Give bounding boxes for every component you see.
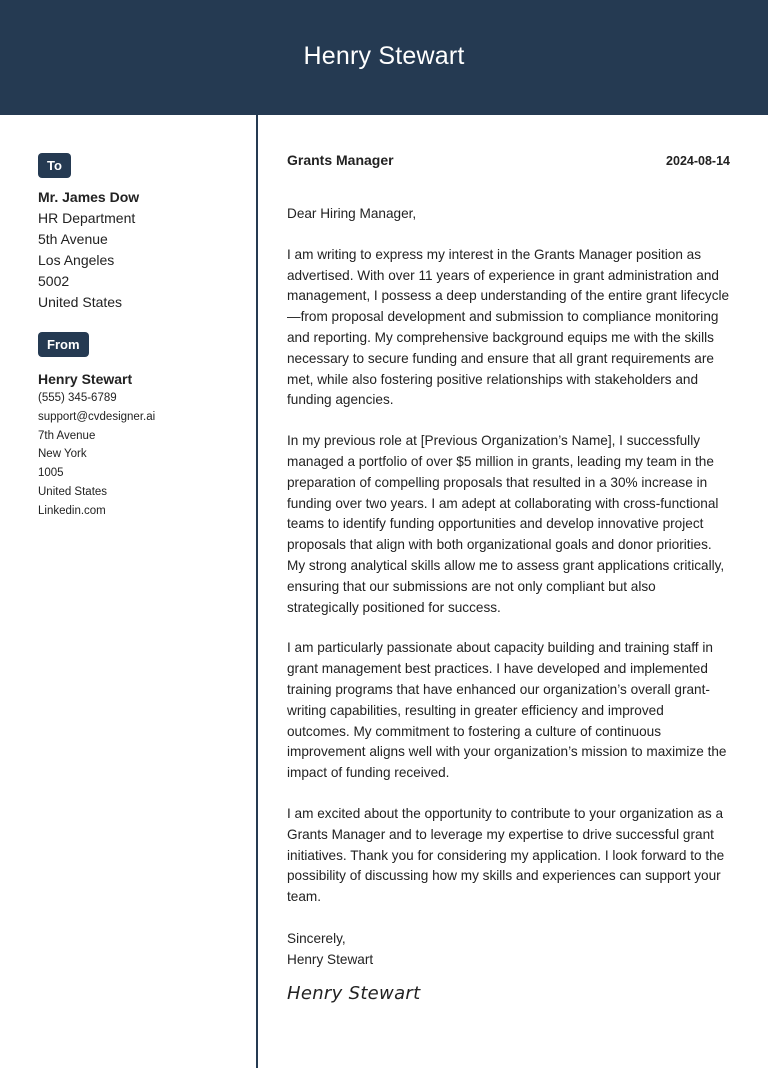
sidebar — [38, 153, 243, 521]
closing-block — [287, 929, 730, 971]
paragraph-4: I am excited about the opportunity to contribute to your organization as a Grants Manager and to leverage my expertise to drive successful grant initiatives. Thank you for considering my application. I look forward to the possibility of discussing how my skills and experiences can support your team. — [287, 805, 725, 905]
signature: Henry Stewart — [287, 982, 421, 1004]
header-banner — [0, 0, 768, 115]
letter-body — [287, 152, 730, 1004]
sender-city: New York — [38, 448, 87, 461]
recipient-street: 5th Avenue — [38, 231, 108, 247]
job-title: Grants Manager — [287, 152, 394, 168]
to-badge: To — [38, 153, 71, 178]
closing-phrase: Sincerely, — [287, 930, 346, 946]
recipient-zip: 5002 — [38, 273, 70, 289]
sender-phone: (555) 345-6789 — [38, 392, 117, 404]
paragraph-3: I am particularly passionate about capacity building and training staff in grant management best practices. I have developed and implemented training programs that have enhanced our organization’s overall grant-writing capabilities, resulting in greater efficiency and improved outcomes. My commitment to fostering a culture of continuous improvement aligns well with your organization’s mission to maximize the impact of funding received. — [287, 640, 727, 781]
recipient-department: HR Department — [38, 210, 136, 226]
sender-zip: 1005 — [38, 467, 64, 480]
paragraph-1: I am writing to express my interest in the Grants Manager position as advertised. With over 11 years of experience in grant administration and management, I possess a deep understanding of the entire grant lifecycle—from proposal development and submission to compliance monitoring and reporting. My comprehensive background equips me with the skills necessary to secure funding and ensure that all grant requirements are met, while also fostering positive relationships with stakeholders and funding agencies. — [287, 246, 730, 408]
letter-date: 2024-08-14 — [666, 154, 730, 168]
sender-country: United States — [38, 485, 108, 498]
applicant-name: Henry Stewart — [303, 42, 465, 70]
paragraph-2: In my previous role at [Previous Organization’s Name], I successfully managed a portfolio of over $5 million in grants, leading my team in the preparation of compelling proposals that resulted in a 30% increase in funding over two years. I am adept at collaborating with cross-functional teams to identify funding opportunities and develop innovative project proposals that align with both organizational goals and donor priorities. My strong analytical skills allow me to assess grant applications critically, ensuring that our submissions are not only compliant but also strategically positioned for success. — [287, 433, 725, 615]
greeting: Dear Hiring Manager, — [287, 206, 417, 221]
sender-street: 7th Avenue — [38, 429, 96, 442]
recipient-country: United States — [38, 294, 123, 310]
from-badge: From — [38, 332, 89, 357]
sender-website[interactable]: Linkedin.com — [38, 504, 106, 517]
column-divider — [256, 115, 258, 1068]
sender-name: Henry Stewart — [38, 371, 133, 387]
title-row — [287, 152, 730, 174]
recipient-name: Mr. James Dow — [38, 189, 140, 205]
recipient-block — [38, 187, 243, 313]
sender-email[interactable]: support@cvdesigner.ai — [38, 410, 156, 423]
closing-name: Henry Stewart — [287, 951, 374, 967]
sender-block — [38, 369, 243, 521]
recipient-city: Los Angeles — [38, 252, 115, 268]
